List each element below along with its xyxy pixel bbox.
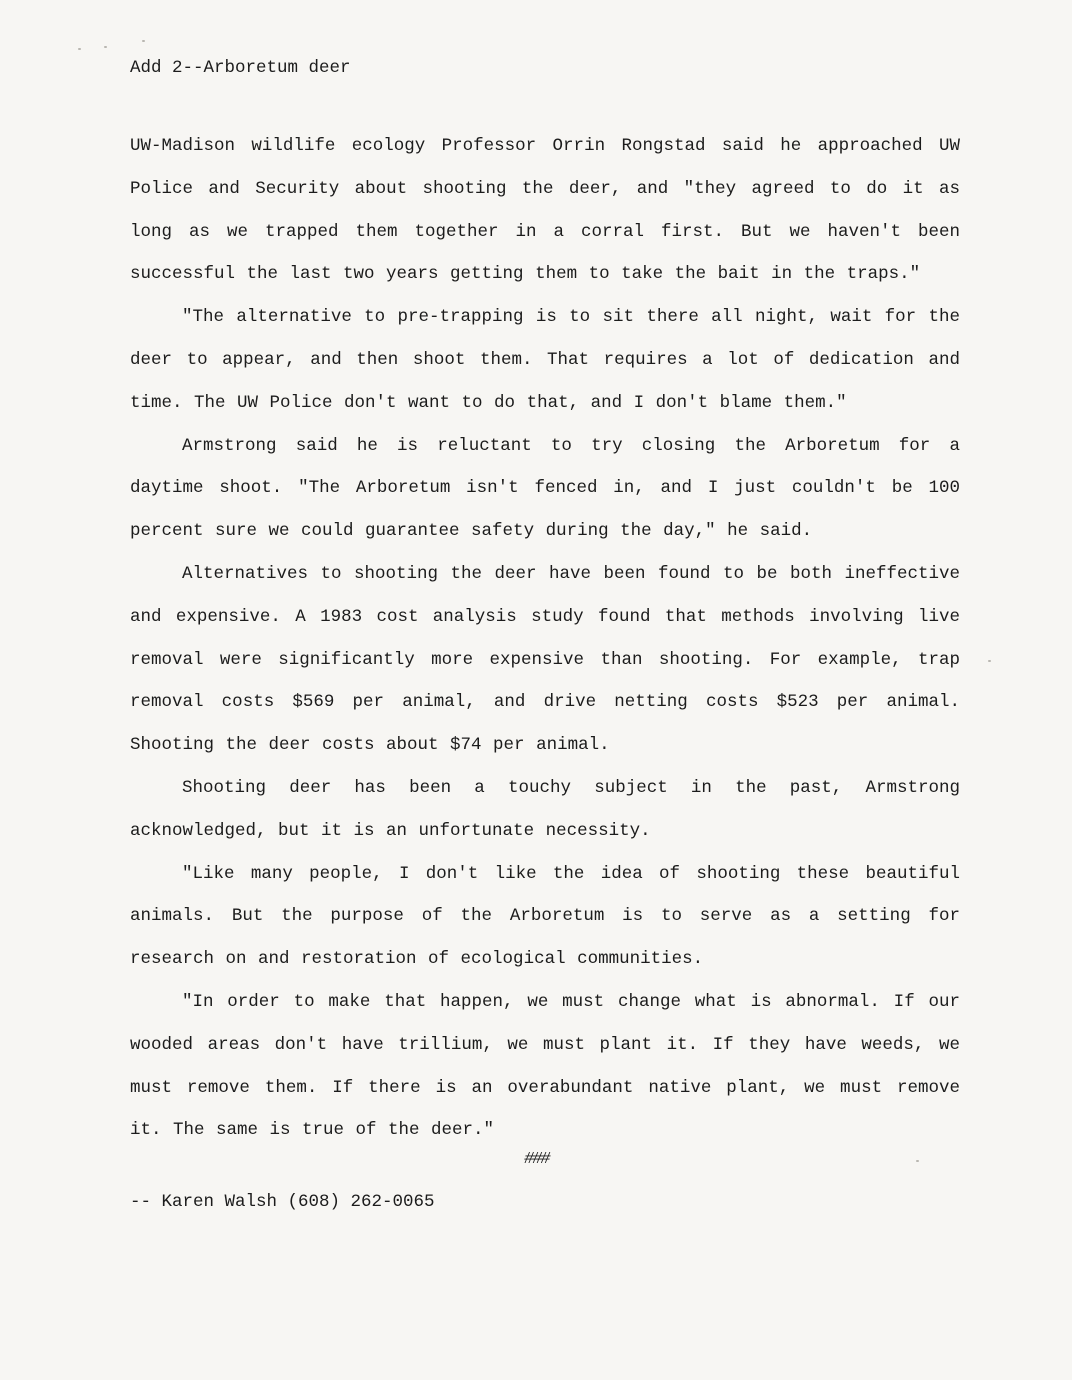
paragraph-4: Alternatives to shooting the deer have been found to be both ineffective and expensive. A 1983 cost analysis study found that methods involving live removal were significantly more expensive than shooting. For example, trap removal costs $569 per animal, and drive netting costs $523 per animal. Shooting the deer costs about $74 per animal. [130, 563, 960, 756]
paper-speck [988, 660, 991, 662]
paper-speck [78, 48, 81, 50]
paragraph-7: "In order to make that happen, we must change what is abnormal. If our wooded areas don't have trillium, we must plant it. If they have weeds, we must remove them. If there is an overabundant native plant, we must remove it. The same is true of the deer." [130, 991, 960, 1141]
end-mark: ### [524, 1150, 549, 1169]
paragraph-1: UW-Madison wildlife ecology Professor Orrin Rongstad said he approached UW Police and Security about shooting the deer, and "they agreed to do it as long as we trapped them together in a corral first. But we haven't been successful the last two years getting them to take the bait in the traps." [130, 136, 960, 285]
paragraph-3: Armstrong said he is reluctant to try closing the Arboretum for a daytime shoot. "The Arboretum isn't fenced in, and I just couldn't be 100 percent sure we could guarantee safety during the day," he said. [130, 435, 960, 542]
paper-speck [916, 1160, 919, 1162]
page-header: Add 2--Arboretum deer [130, 58, 351, 78]
paragraph-2: "The alternative to pre-trapping is to sit there all night, wait for the deer to appear, and then shoot them. That requires a lot of dedication and time. The UW Police don't want to do that, and I don't blame them." [130, 307, 960, 413]
paper-speck [104, 46, 107, 48]
paragraph-6: "Like many people, I don't like the idea of shooting these beautiful animals. But the purpose of the Arboretum is to serve as a setting for research on and restoration of ecological communities. [130, 863, 960, 970]
paper-speck [142, 40, 145, 42]
paragraph-5: Shooting deer has been a touchy subject in the past, Armstrong acknowledged, but it is an unfortunate necessity. [130, 777, 960, 841]
contact-line: -- Karen Walsh (608) 262-0065 [130, 1192, 435, 1212]
body-text [130, 125, 960, 1152]
